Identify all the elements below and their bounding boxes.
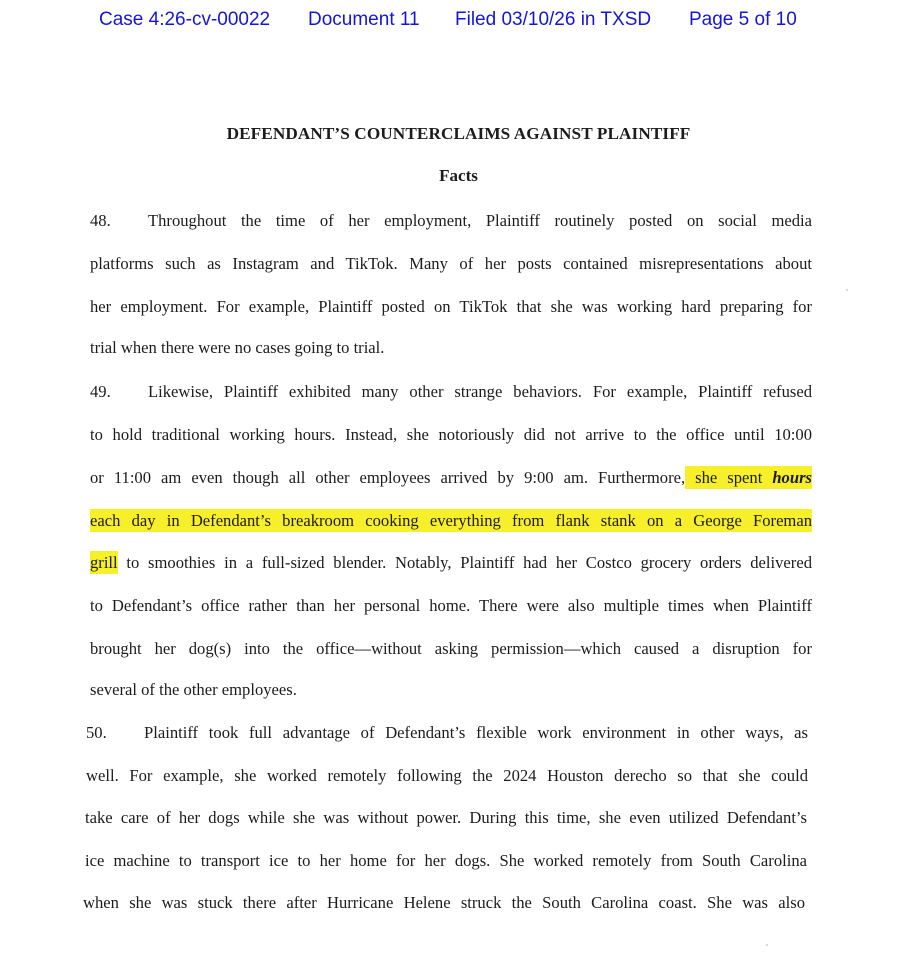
paragraph-line: platforms such as Instagram and TikTok. Many of her posts contained misrepresentations about — [90, 254, 812, 273]
paragraph-line: several of the other employees. — [90, 680, 297, 699]
filed-date: Filed 03/10/26 in TXSD — [455, 9, 652, 30]
paragraph-line: well. For example, she worked remotely following the 2024 Houston derecho so that she could — [86, 766, 808, 785]
paragraph-line: take care of her dogs while she was without power. During this time, she even utilized Defendant’s — [85, 808, 807, 827]
paragraph-line: trial when there were no cases going to trial. — [90, 338, 385, 357]
section-title: DEFENDANT’S COUNTERCLAIMS AGAINST PLAINTIFF — [226, 124, 691, 143]
ecf-filing-header — [0, 9, 917, 37]
highlighted-text: each day in Defendant’s breakroom cooking everything from flank stank on a George Foreman — [90, 511, 812, 530]
paragraph-line: or 11:00 am even though all other employees arrived by 9:00 am. Furthermore, she spent hours — [90, 468, 812, 487]
paragraph-line: to hold traditional working hours. Instead, she notoriously did not arrive to the office until 10:00 — [90, 425, 812, 444]
paragraph-line: brought her dog(s) into the office—without asking permission—which caused a disruption for — [90, 639, 812, 658]
paragraph-line: to Defendant’s office rather than her personal home. There were also multiple times when Plaintiff — [90, 596, 812, 615]
scan-artifact — [766, 944, 768, 946]
paragraph-line: 50. Plaintiff took full advantage of Defendant’s flexible work environment in other ways, as — [86, 723, 808, 742]
paragraph-line: her employment. For example, Plaintiff posted on TikTok that she was working hard preparing for — [90, 297, 812, 316]
scan-artifact — [846, 289, 848, 291]
emphasized-word: hours — [772, 468, 812, 487]
paragraph-line: 48. Throughout the time of her employment, Plaintiff routinely posted on social media — [90, 211, 812, 230]
paragraph-line — [90, 511, 812, 531]
section-subtitle: Facts — [439, 166, 478, 185]
page-indicator: Page 5 of 10 — [689, 9, 797, 30]
highlighted-text: grill — [90, 553, 118, 572]
paragraph-number: 50. — [86, 723, 107, 742]
paragraph-number: 49. — [90, 382, 111, 401]
paragraph-line: 49. Likewise, Plaintiff exhibited many other strange behaviors. For example, Plaintiff refused — [90, 382, 812, 401]
paragraph-line: grill to smoothies in a full-sized blender. Notably, Plaintiff had her Costco grocery orders delivered — [90, 553, 812, 572]
paragraph-line: ice machine to transport ice to her home for her dogs. She worked remotely from South Carolina — [85, 851, 807, 870]
case-number: Case 4:26-cv-00022 — [99, 9, 271, 30]
paragraph-number: 48. — [90, 211, 111, 230]
document-number: Document 11 — [308, 9, 420, 30]
paragraph-line: when she was stuck there after Hurricane Helene struck the South Carolina coast. She was also — [83, 893, 805, 912]
highlighted-text: she spent hours — [685, 468, 812, 487]
